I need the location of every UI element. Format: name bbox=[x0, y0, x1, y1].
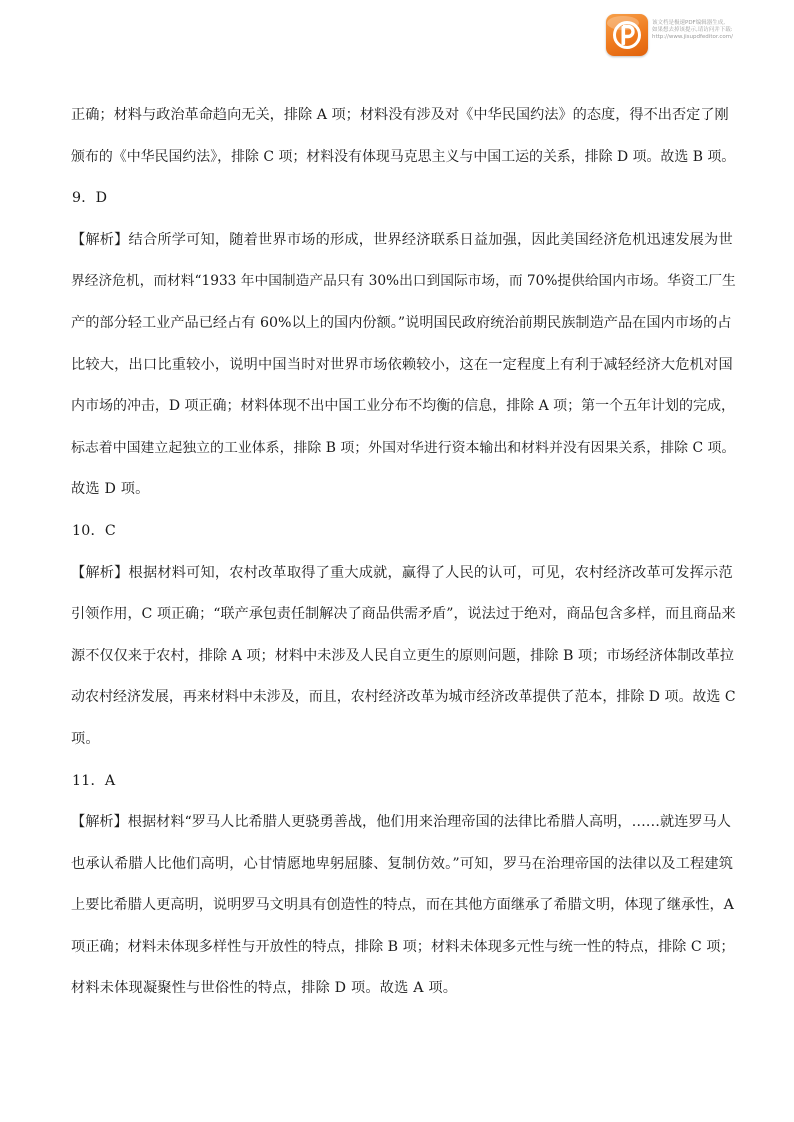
text-line: 【解析】根据材料“罗马人比希腊人更骁勇善战，他们用来治理帝国的法律比希腊人高明，……就连罗马人 bbox=[71, 814, 731, 831]
text-line: 颁布的《中华民国约法》，排除 C 项；材料没有体现马克思主义与中国工运的关系，排除 D 项。故选 B 项。 bbox=[71, 148, 736, 165]
text-line: 故选 D 项。 bbox=[71, 481, 150, 498]
question-number: 9．D bbox=[72, 190, 108, 207]
text-line: 界经济危机，而材料“1933 年中国制造产品只有 30%出口到国际市场，而 70%提供给国内市场。华资工厂生 bbox=[71, 273, 736, 290]
text-line: 标志着中国建立起独立的工业体系，排除 B 项；外国对华进行资本输出和材料并没有因果关系，排除 C 项。 bbox=[71, 439, 736, 456]
watermark-line: 如果想去掉该提示,请访问并下载: bbox=[652, 27, 733, 33]
document-body bbox=[71, 103, 736, 1018]
text-line: 内市场的冲击，D 项正确；材料体现不出中国工业分布不均衡的信息，排除 A 项；第一个五年计划的完成， bbox=[71, 398, 735, 415]
text-line: 上要比希腊人更高明，说明罗马文明具有创造性的特点，而在其他方面继承了希腊文明，体现了继承性，A bbox=[71, 897, 734, 914]
text-line: 正确；材料与政治革命趋向无关，排除 A 项；材料没有涉及对《中华民国约法》的态度，得不出否定了刚 bbox=[71, 107, 729, 123]
watermark-line: 该文档是极速PDF编辑器生成, bbox=[652, 20, 725, 26]
text-line: 【解析】根据材料可知，农村改革取得了重大成就，赢得了人民的认可，可见，农村经济改革可发挥示范 bbox=[71, 564, 733, 581]
text-line: 项正确；材料未体现多样性与开放性的特点，排除 B 项；材料未体现多元性与统一性的特点，排除 C 项； bbox=[71, 938, 735, 955]
text-line: 源不仅仅来于农村，排除 A 项；材料中未涉及人民自立更生的原则问题，排除 B 项；市场经济体制改革拉 bbox=[71, 647, 734, 664]
text-line: 项。 bbox=[71, 730, 100, 747]
text-line: 引领作用，C 项正确；“联产承包责任制解决了商品供需矛盾”，说法过于绝对，商品包含多样，而且商品来 bbox=[71, 606, 736, 623]
text-line: 材料未体现凝聚性与世俗性的特点，排除 D 项。故选 A 项。 bbox=[71, 980, 458, 997]
text-line: 产的部分轻工业产品已经占有 60%以上的国内份额。”说明国民政府统治前期民族制造产品在国内市场的占 bbox=[71, 314, 732, 331]
question-number: 10．C bbox=[72, 522, 116, 539]
pdf-logo-glyph bbox=[606, 14, 648, 56]
text-line: 也承认希腊人比他们高明，心甘情愿地卑躬屈膝、复制仿效。”可知，罗马在治理帝国的法律以及工程建筑 bbox=[71, 855, 734, 872]
watermark-note bbox=[652, 20, 792, 41]
watermark-link[interactable]: http://www.jisupdfeditor.com/ bbox=[652, 34, 733, 40]
text-line: 【解析】结合所学可知，随着世界市场的形成，世界经济联系日益加强，因此美国经济危机迅速发展为世 bbox=[71, 231, 733, 248]
text-line: 动农村经济发展，再来材料中未涉及，而且，农村经济改革为城市经济改革提供了范本，排除 D 项。故选 C bbox=[71, 689, 736, 706]
question-number: 11．A bbox=[72, 772, 116, 789]
pdf-logo-icon bbox=[606, 14, 648, 56]
text-line: 比较大，出口比重较小，说明中国当时对世界市场依赖较小，这在一定程度上有利于减轻经济大危机对国 bbox=[71, 356, 733, 373]
